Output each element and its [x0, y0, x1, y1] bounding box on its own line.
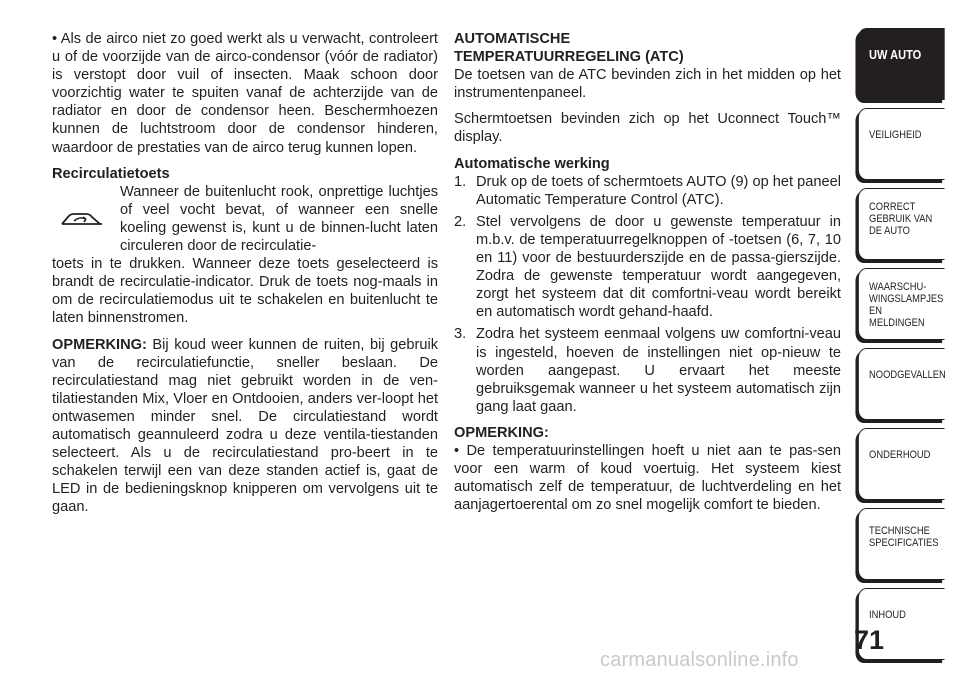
- tab-onderhoud[interactable]: [858, 428, 945, 500]
- chapter-tabs: [858, 28, 960, 668]
- tab-correct-gebruik[interactable]: [858, 188, 945, 260]
- tab-label: TECHNISCHE SPECIFICATIES: [869, 525, 939, 549]
- tab-uw-auto[interactable]: [858, 28, 945, 100]
- tab-veiligheid[interactable]: [858, 108, 945, 180]
- tab-label: WAARSCHU- WINGSLAMPJES EN MELDINGEN: [869, 281, 944, 329]
- section-heading-line2: TEMPERATUURREGELING (ATC): [454, 49, 684, 66]
- recirculation-car-icon: [60, 209, 104, 229]
- atc-location-paragraph: De toetsen van de ATC bevinden zich in het midden op het instrumentenpaneel.: [454, 67, 841, 102]
- recirculation-text: toets in te drukken. Wanneer deze toets geselecteerd is brandt de recirculatie-indicator. Druk de toets nog-maals in om de recirculatiemodus uit te schakelen en buitenlucht te laten binnenstromen.: [52, 256, 438, 327]
- tab-waarschuwingslampjes[interactable]: [858, 268, 945, 340]
- recirculation-heading: Recirculatietoets: [52, 165, 170, 182]
- left-column: [52, 30, 438, 516]
- list-item: [454, 213, 841, 322]
- note-label: OPMERKING:: [52, 336, 147, 353]
- tab-label: ONDERHOUD: [869, 449, 931, 461]
- note-label-right: OPMERKING:: [454, 424, 549, 441]
- tab-label: VEILIGHEID: [869, 129, 922, 141]
- right-column: [454, 30, 841, 514]
- step-number: 1.: [454, 173, 467, 190]
- recirculation-block: [52, 183, 438, 328]
- step-number: 2.: [454, 213, 467, 230]
- recirculation-text-indented: Wanneer de buitenlucht rook, onprettige luchtjes of veel vocht bevat, of wanneer een snelle koeling gewenst is, kunt u de binnen-lucht laten circuleren door de recirculatie-: [120, 183, 438, 255]
- tab-label: UW AUTO: [869, 47, 922, 62]
- step-text: Zodra het systeem eenmaal volgens uw comfortni-veau is ingesteld, hoeven de instellingen niet op-nieuw te worden aangepast. U ervaart het meeste gebruiksgemak wanneer u het systeem automatisch zijn gang laat gaan.: [476, 326, 841, 415]
- note-text: Bij koud weer kunnen de ruiten, bij gebruik van de recirculatiefunctie, sneller beslaan. De recirculatiestand mag niet gebruikt worden in de ven-tilatiestanden Mix, Vloer en Ontdooien, anders ver-loopt het ontwasemen minder snel. De circulatiestand wordt automatisch geannuleerd zodra u deze ventila-tiestanden selecteert. Als u de recirculatiestand pro-beert in te schakelen terwijl een van deze standen actief is, gaat de LED in de bedieningsknop knipperen om vervolgens uit te gaan.: [52, 336, 438, 516]
- list-item: [454, 325, 841, 415]
- section-heading-line1: AUTOMATISCHE: [454, 31, 571, 47]
- steps-list: [454, 173, 841, 416]
- note-text-right: • De temperatuurinstellingen hoeft u niet aan te pas-sen voor een warm of koud voertuig. Het systeem kiest automatisch zelf de temperatuur, de luchtverdeling en het aanjagertoerental om zo snel mogelijk comfort te bieden.: [454, 442, 841, 514]
- auto-operation-heading: Automatische werking: [454, 155, 610, 172]
- step-text: Druk op de toets of schermtoets AUTO (9) op het paneel Automatic Temperature Control (ATC).: [476, 173, 841, 208]
- watermark: carmanualsonline.info: [600, 649, 799, 671]
- note-paragraph: [52, 336, 438, 517]
- tab-noodgevallen[interactable]: [858, 348, 945, 420]
- tab-label: INHOUD: [869, 609, 906, 621]
- step-number: 3.: [454, 326, 467, 343]
- list-item: [454, 173, 841, 209]
- tab-technische-specificaties[interactable]: [858, 508, 945, 580]
- step-text: Stel vervolgens de door u gewenste temperatuur in m.b.v. de temperatuurregelknoppen of -toetsen (6, 7, 10 en 11) voor de bestuurderszijde en de passa-gierszijde. Zodra de gewenste temperatuur wordt aangegeven, zorgt het systeem dat dit comfortni-veau wordt bereikt en automatisch wordt gehand-haafd.: [476, 213, 841, 321]
- tab-label: CORRECT GEBRUIK VAN DE AUTO: [869, 201, 933, 237]
- tab-label: NOODGEVALLEN: [869, 369, 946, 381]
- intro-paragraph: • Als de airco niet zo goed werkt als u verwacht, controleert u of de voorzijde van de airco-condensor (vóór de radiator) is verstopt door vuil of insecten. Maak schoon door voorzichtig water te spuiten vanaf de achterzijde van de radiator en door de condensor heen. Beschermhoezen kunnen de luchtstroom door de condensor hinderen, waardoor de prestaties van de airco terug kunnen lopen.: [52, 31, 438, 156]
- page-number: 71: [854, 625, 885, 655]
- touchscreen-paragraph: Schermtoetsen bevinden zich op het Uconnect Touch™ display.: [454, 111, 841, 146]
